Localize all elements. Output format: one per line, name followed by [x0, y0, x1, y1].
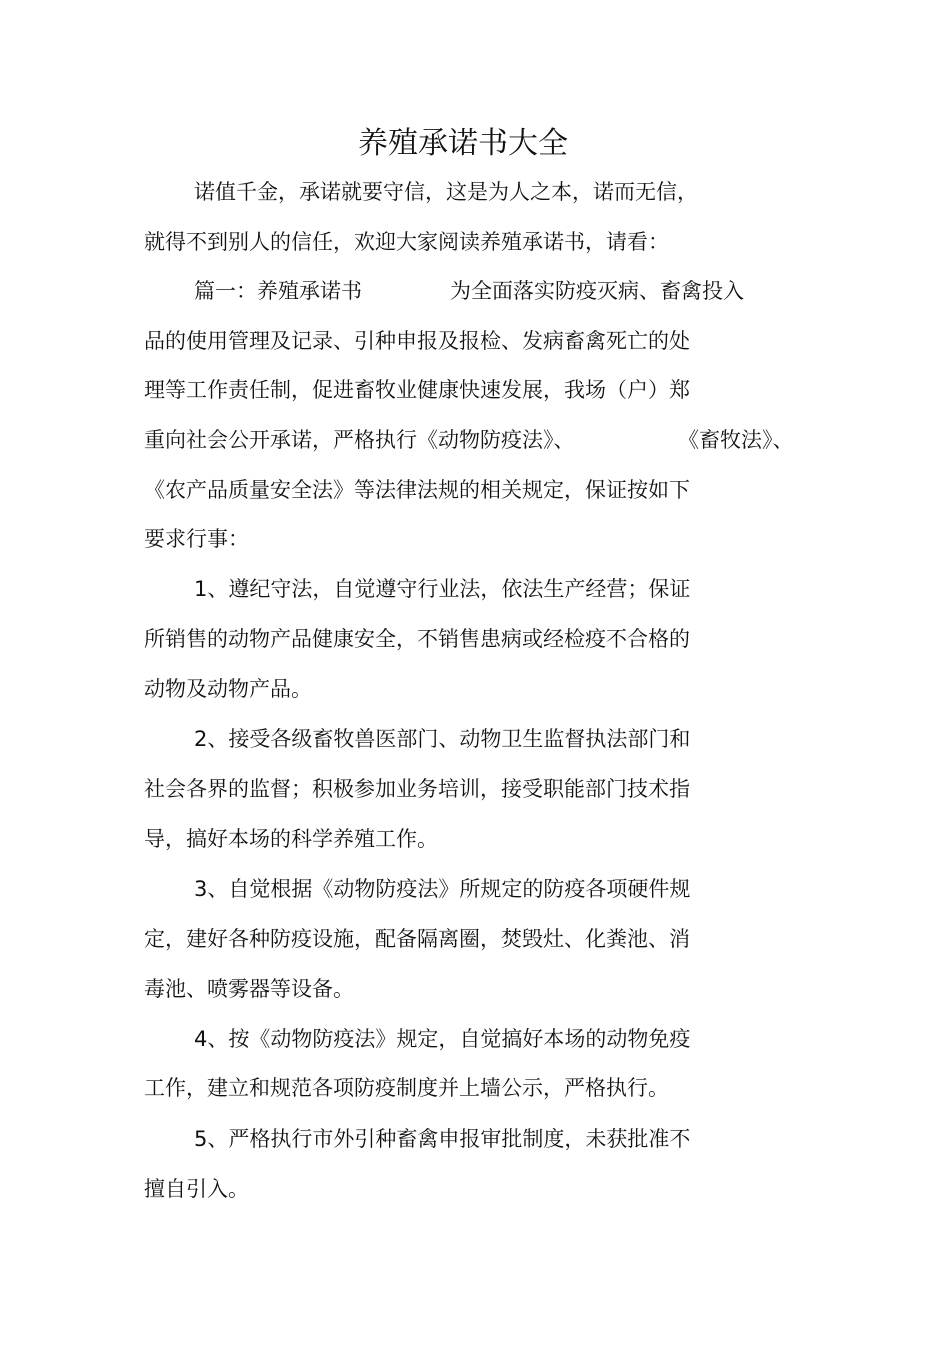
list-item-2-line-1: 2、接受各级畜牧兽医部门、动物卫生监督执法部门和: [194, 727, 691, 751]
list-item-2-line-3: 导，搞好本场的科学养殖工作。: [144, 827, 438, 851]
intro-line-1: 诺值千金，承诺就要守信，这是为人之本，诺而无信，: [194, 180, 698, 204]
paragraph-line: 为全面落实防疫灭病、畜禽投入: [450, 279, 744, 303]
paragraph-line: 重向社会公开承诺，严格执行《动物防疫法》、: [144, 428, 575, 452]
list-item-3-line-3: 毒池、喷雾器等设备。: [144, 977, 354, 1001]
paragraph-line: 《畜牧法》、: [678, 428, 794, 452]
list-item-3-line-2: 定，建好各种防疫设施，配备隔离圈，焚毁灶、化粪池、消: [144, 927, 690, 951]
list-item-3-line-1: 3、自觉根据《动物防疫法》所规定的防疫各项硬件规: [194, 877, 691, 901]
section-heading: 篇一：养殖承诺书: [194, 279, 362, 303]
list-item-1-line-1: 1、遵纪守法，自觉遵守行业法，依法生产经营；保证: [194, 577, 691, 601]
paragraph-line: 要求行事：: [144, 527, 249, 551]
paragraph-line: 《农产品质量安全法》等法律法规的相关规定，保证按如下: [144, 478, 690, 502]
list-item-1-line-2: 所销售的动物产品健康安全，不销售患病或经检疫不合格的: [144, 627, 690, 651]
list-item-1-line-3: 动物及动物产品。: [144, 677, 312, 701]
paragraph-line: 理等工作责任制，促进畜牧业健康快速发展，我场（户）郑: [144, 378, 690, 402]
list-item-2-line-2: 社会各界的监督；积极参加业务培训，接受职能部门技术指: [144, 777, 690, 801]
list-item-4-line-1: 4、按《动物防疫法》规定，自觉搞好本场的动物免疫: [194, 1027, 691, 1051]
list-item-5-line-2: 擅自引入。: [144, 1177, 249, 1201]
list-item-5-line-1: 5、严格执行市外引种畜禽申报审批制度，未获批准不: [194, 1127, 691, 1151]
document-title: 养殖承诺书大全: [358, 126, 568, 161]
intro-line-2: 就得不到别人的信任，欢迎大家阅读养殖承诺书，请看：: [144, 230, 669, 254]
list-item-4-line-2: 工作，建立和规范各项防疫制度并上墙公示，严格执行。: [144, 1076, 669, 1100]
paragraph-line: 品的使用管理及记录、引种申报及报检、发病畜禽死亡的处: [144, 329, 690, 353]
